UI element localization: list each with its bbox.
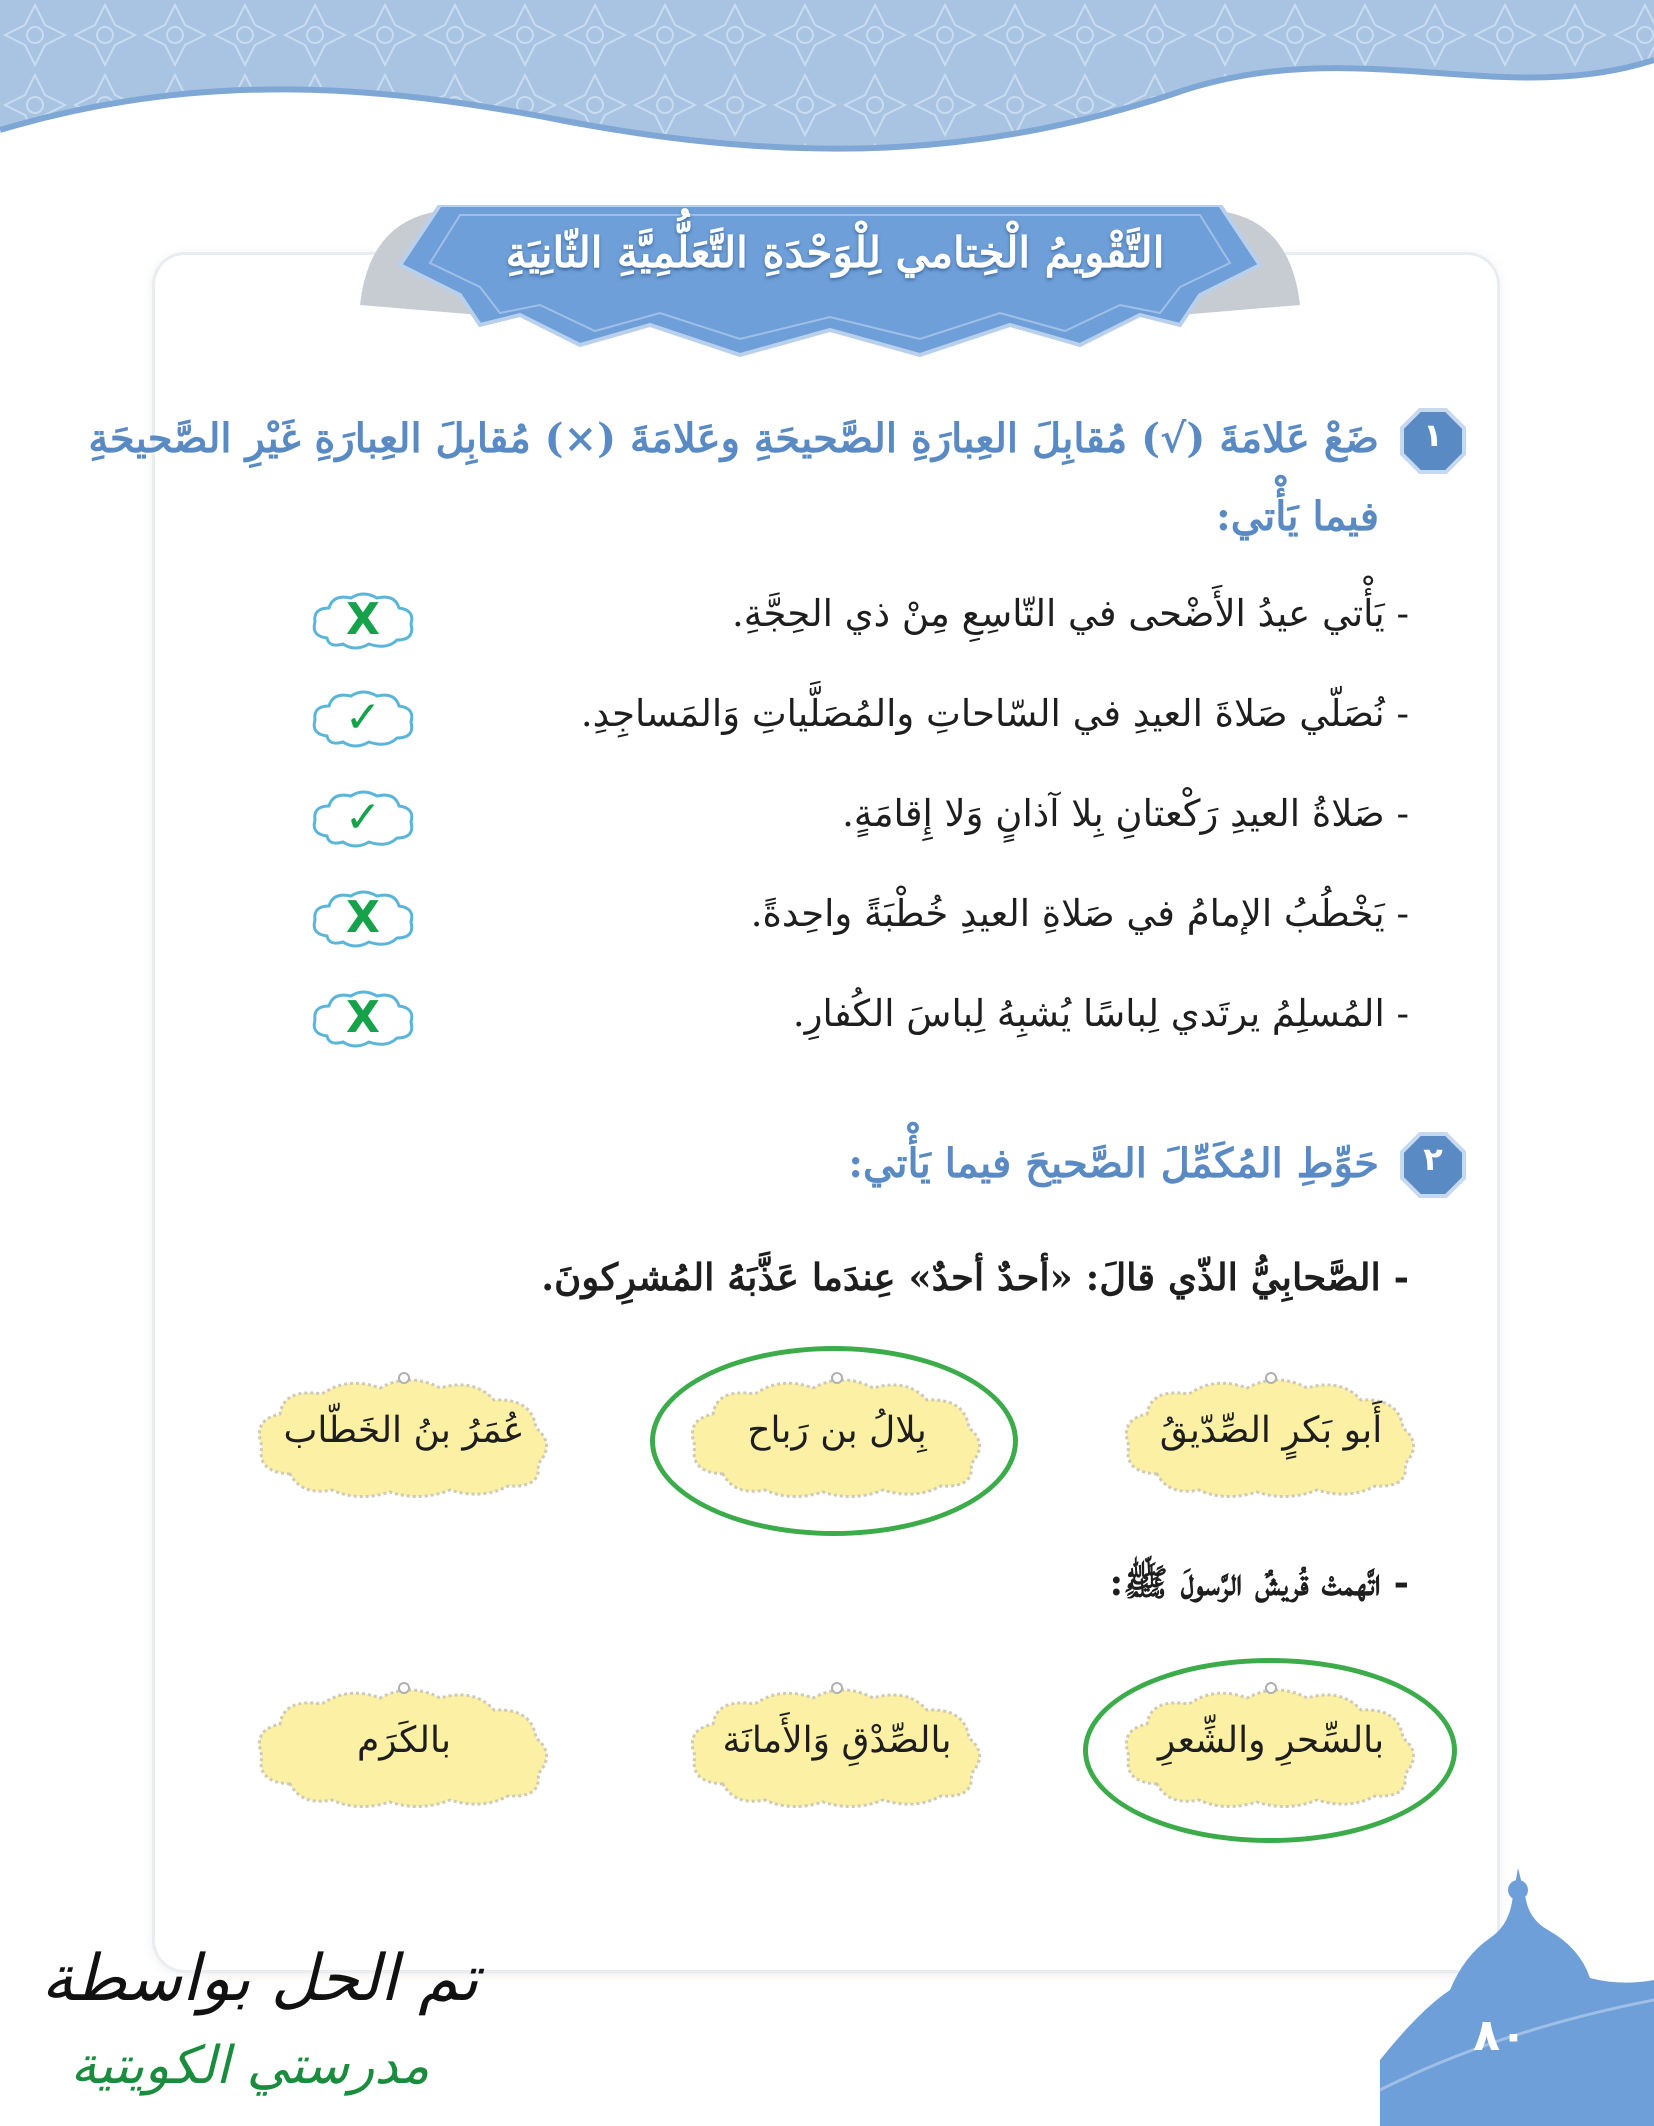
selected-answer-circle-2b [1083,1658,1457,1843]
statement-1: - يَأْتي عيدُ الأَضْحى في التّاسِعِ مِنْ ذي الحِجَّةِ. [731,592,1409,635]
answer-cloud-3 [309,786,417,852]
answer-mark-2: ✓ [344,692,382,743]
question-1-number-badge: ١ [1400,408,1466,474]
page-title: التَّقْويمُ الْخِتامي لِلْوَحْدَةِ التَّعَلُّمِيَّةِ الثّانِيَةِ [505,228,1165,277]
watermark-line1: تم الحل بواسطة [41,1942,479,2016]
choice-2b-1-label: بالسِّحرِ والشِّعرِ [1157,1720,1385,1761]
question-2-instruction: حَوِّطِ المُكَمِّلَ الصَّحيحَ فيما يَأْتي: [848,1140,1379,1187]
watermark-line2: مدرستي الكويتية [70,2036,430,2096]
selected-answer-circle-2a [650,1346,1018,1536]
statement-2: - نُصَلّي صَلاةَ العيدِ في السّاحاتِ والمُصَلَّياتِ وَالمَساجِدِ. [580,692,1409,735]
question-1-instruction-line2: فيما يَأْتي: [1216,493,1379,540]
choice-2a-1[interactable] [1117,1370,1425,1502]
answer-cloud-4 [309,886,417,952]
question-2b-text: - اتَّهمتْ قُريشٌ الرَّسولَ ﷺ: [1109,1560,1409,1604]
choice-2b-3-label: بالكَرَم [357,1720,451,1761]
choice-2b-2-label: بالصِّدْقِ وَالأَمانَة [722,1720,952,1761]
answer-cloud-1 [309,588,417,654]
statement-4: - يَخْطُبُ الإمامُ في صَلاةِ العيدِ خُطْبَةً واحِدةً. [750,892,1409,935]
top-decorative-band [0,0,1654,180]
choice-2b-3[interactable] [250,1680,558,1812]
question-2a-text: - الصَّحابِيُّ الذّي قالَ: «أحدٌ أحدٌ» عِندَما عَذَّبَهُ المُشرِكونَ. [541,1255,1409,1299]
question-1-instruction [88,400,1379,556]
answer-mark-3: ✓ [344,792,382,843]
answer-mark-5: X [346,992,380,1043]
answer-cloud-2 [309,686,417,752]
question-1-instruction-line1: ضَعْ عَلامَةَ (√) مُقابِلَ العِبارَةِ الصَّحيحَةِ وعَلامَةَ (×) مُقابِلَ العِبارَةِ غَيْرِ الصَّحيحَةِ [88,415,1379,462]
choice-2a-2-label: بِلالُ بن رَباح [747,1410,927,1451]
answer-mark-1: X [346,594,380,645]
answer-mark-4: X [346,892,380,943]
choice-2a-1-label: أَبو بَكرٍ الصِّدّيقُ [1159,1410,1383,1451]
statement-3: - صَلاةُ العيدِ رَكْعتانِ بِلا آذانٍ وَلا إِقامَةٍ. [842,792,1409,835]
dome-decoration-icon [1380,1860,1654,2126]
choice-2b-2[interactable] [683,1680,991,1812]
answer-cloud-5 [309,986,417,1052]
choice-2a-3-label: عُمَرُ بنُ الخَطّاب [283,1410,525,1451]
question-2-number-badge: ٢ [1400,1132,1466,1198]
choice-2a-3[interactable] [250,1370,558,1502]
page-number: ٨٠ [1473,2010,1527,2061]
statement-5: - المُسلِمُ يرتَدي لِباسًا يُشبِهُ لِباسَ الكُفارِ. [792,992,1409,1035]
